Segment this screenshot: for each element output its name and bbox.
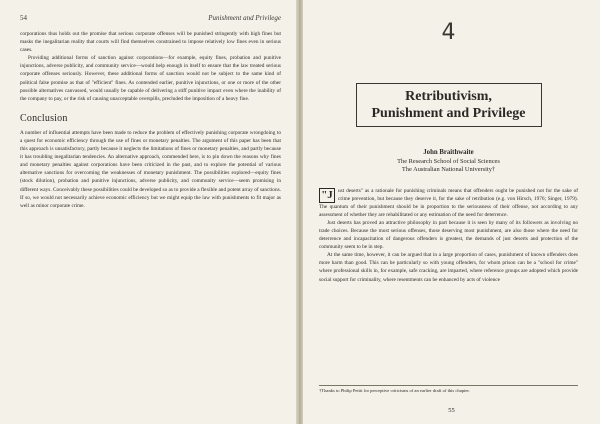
affiliation-line: The Australian National University† — [401, 166, 496, 173]
running-title: Punishment and Privilege — [208, 14, 281, 22]
conclusion-paragraph: A number of influential attempts have been made to reduce the problem of effectively punishing corporate wrongdoing to a quest for economic efficiency through the use of fines or monetary penalties. The argument of this paper has been that this approach is unsatisfactory, partly because it neglects the limitations of fines or monetary penalties, and partly because it has troubling inegalitarian tendencies. An alternative approach, commended here, is to pin down the reasons why fines and monetary penalties against corporations have been criticized in the past, and to explore the potential of various alternative sanctions for overcoming the weaknesses of monetary punishment. The possibilities explored—equity fines (stock dilution), probation and punitive injunctions, adverse publicity, and community service—seem promising in different ways. Conceivably these possibilities could be developed so as to provide a flexible and potent array of sanctions. If so, we would not necessarily achieve economic efficiency but we might equip the law with punishments to fit major as well as minor corporate crime. — [20, 129, 281, 209]
affiliation-line: The Research School of Social Sciences — [397, 157, 500, 165]
author-block — [319, 149, 578, 175]
paragraph: At the same time, however, it can be argued that in a large proportion of cases, punishment of known offenders does more harm than good. This can be particularly so with young offenders, for whom prison can be a "school for crime" where professional skills in, for example, safe cracking, are imparted, where reference groups are adopted which provide social support for criminality, where resentments can be enhanced by acts of violence — [319, 252, 578, 283]
paragraph: corporations thus holds out the promise that serious corporate offenses will be punished stringently with high fines but masks the inegalitarian reality that courts will find themselves constrained to impose relatively low fines even in serious cases. — [20, 31, 281, 54]
chapter-number: 4 — [441, 20, 456, 45]
dropcap-letter: J — [327, 188, 333, 201]
page-number-left: 54 — [20, 14, 27, 22]
dropcap — [319, 188, 335, 203]
footnote: †Thanks to Philip Pettit for perceptive criticisms of an earlier draft of this chapter. — [319, 385, 578, 394]
first-paragraph — [319, 187, 578, 219]
running-head — [20, 14, 281, 22]
first-paragraph-text: ust deserts" as a rationale for punishing criminals means that offenders ought be punished not for the sake of crime prevention, but because they deserve it, for the sake of retribution (e.g. von Hirsch, 1976; Singer, 1979). The quantum of their punishment should be in proportion to the seriousness of their offense, not according to any assessment of whether they are rehabilitated or any estimation of the need for deterrence. — [319, 187, 578, 218]
page-number-right: 55 — [448, 407, 455, 414]
right-page — [303, 0, 600, 424]
chapter-title-box — [356, 83, 542, 127]
left-page — [0, 0, 297, 424]
dropcap-quote: " — [321, 188, 328, 201]
paragraph: Providing additional forms of sanction against corporations—for example, equity fines, probation and punitive injunctions, adverse publicity, and community service—would help enough in itself to ensure that the law treated serious corporate offenses seriously. However, these additional forms of sanction would not be subject to the same kind of political false promise as that of "efficient" fines. As contended earlier, punitive injunctions, or one or more of the other possible alternatives canvassed, would usually be capable of delivering a stiff punitive impact even where the inability of the company to pay, or the risk of causing unacceptable overspills, precluded the imposition of a heavy fine. — [20, 55, 281, 102]
section-heading: Conclusion — [20, 112, 68, 124]
chapter-title-line1: Retributivism, — [405, 89, 492, 104]
chapter-title — [363, 88, 535, 122]
paragraph: Just deserts has proved an attractive philosophy in part because it is seen by many of its followers as involving no trade choices. Because the most serious offenses, those deserving most punishment, are also those where the need for deterrence and incapacitation of dangerous offenders is greatest, the demands of just deserts and protection of the community seem to be in step. — [319, 219, 578, 251]
chapter-title-line2: Punishment and Privilege — [371, 106, 526, 121]
author-name: John Braithwaite — [423, 149, 474, 156]
